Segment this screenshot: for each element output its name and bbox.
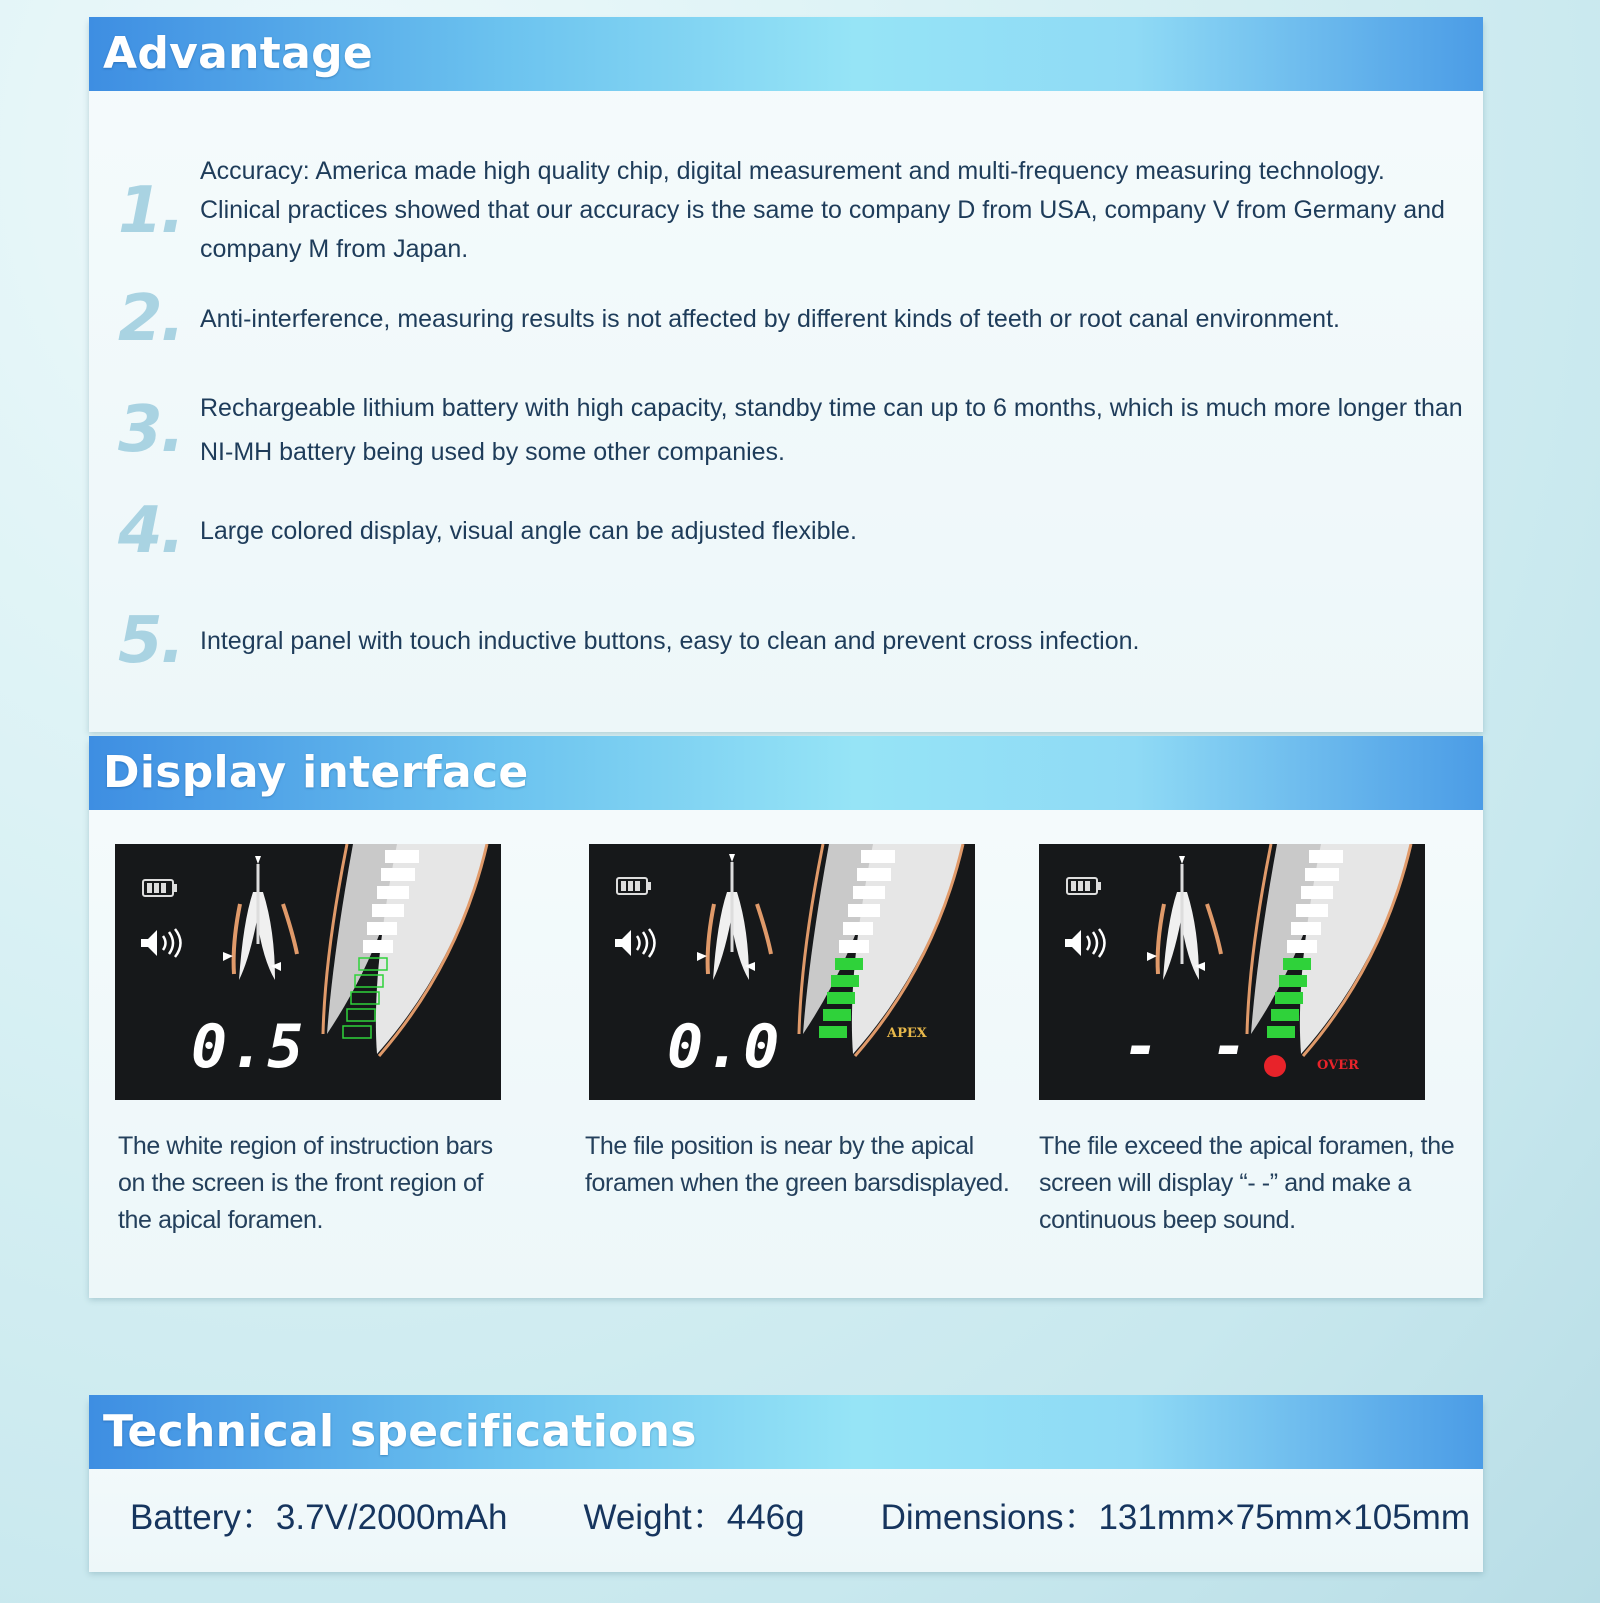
over-dot [1264,1055,1286,1077]
display-screen-1 [115,844,501,1100]
advantage-number: 3. [118,393,183,467]
tooth-icon [1147,856,1221,980]
distance-reading: - - [1123,1012,1256,1082]
distance-reading: 0.0 [667,1012,782,1082]
display-title: Display interface [103,747,529,798]
specs-title: Technical specifications [103,1406,697,1457]
specs-row [130,1490,1470,1540]
display-caption-1: The white region of instruction bars on the screen is the front region of the apical foramen. [118,1132,493,1234]
advantage-text: Anti-interference, measuring results is not affected by different kinds of teeth or root canal environment. [200,304,1340,333]
advantage-text: Large colored display, visual angle can be adjusted flexible. [200,516,857,545]
advantage-number: 1. [118,173,183,248]
specs-banner [89,1395,1483,1469]
advantage-item-3 [118,386,1470,474]
speaker-icon [141,929,181,957]
display-screen-2 [589,844,975,1100]
apex-indicator [1247,844,1411,1077]
advantage-number: 4. [118,494,183,568]
display-caption-2: The file position is near by the apical foramen when the green barsdisplayed. [585,1132,1010,1197]
advantage-text: Accuracy: America made high quality chip, digital measurement and multi-frequency measuring technology. Clinical practices showed that our accuracy is the same to company D from USA, company V from Germany and company M from Japan. [200,157,1445,263]
tooth-icon [223,856,297,980]
tooth-icon [697,854,771,980]
advantage-item-2 [118,282,1470,356]
advantage-item-1 [118,152,1470,269]
over-label: OVER [1317,1058,1359,1073]
spec-battery: Battery：3.7V/2000mAh [130,1498,508,1537]
battery-icon [143,880,177,896]
display-banner [89,736,1483,810]
speaker-icon [615,929,655,957]
advantage-banner [89,17,1483,91]
spec-weight: Weight：446g [583,1498,805,1537]
distance-reading: 0.5 [191,1012,306,1082]
spec-dimensions: Dimensions：131mm×75mm×105mm [880,1498,1470,1537]
battery-icon [617,878,651,894]
apex-label: APEX [887,1026,927,1041]
advantage-text: Rechargeable lithium battery with high capacity, standby time can up to 6 months, which is much more longer than NI-MH battery being used by some other companies. [200,394,1463,466]
battery-icon [1067,878,1101,894]
screen-graphic [115,844,501,1100]
display-screen-3 [1039,844,1425,1100]
advantage-number: 2. [118,282,183,356]
speaker-icon [1065,929,1105,957]
advantage-item-5 [118,604,1470,678]
advantage-title: Advantage [103,28,374,79]
display-caption-3: The file exceed the apical foramen, the screen will display “- -” and make a continuous beep sound. [1039,1132,1455,1234]
apex-indicator [799,844,963,1056]
advantage-number: 5. [118,604,183,678]
apex-indicator [323,844,487,1056]
advantage-item-4 [118,494,1470,568]
advantage-text: Integral panel with touch inductive buttons, easy to clean and prevent cross infection. [200,626,1140,655]
screen-graphic [589,844,977,1100]
